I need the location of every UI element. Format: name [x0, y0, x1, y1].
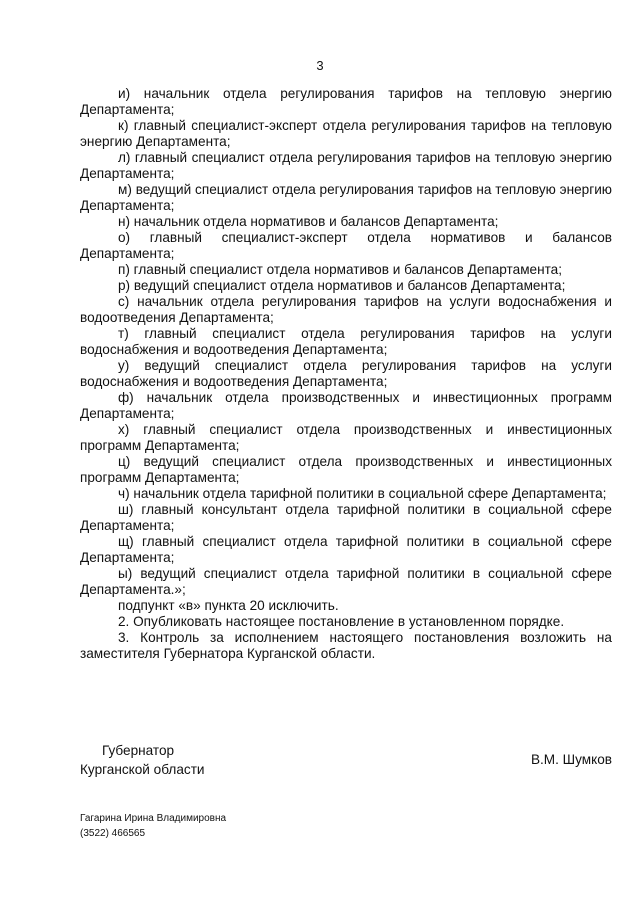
document-body — [80, 86, 612, 662]
signatory-region: Курганской области — [80, 762, 205, 777]
signatory-title: Губернатор — [102, 743, 175, 758]
paragraph: ы) ведущий специалист отдела тарифной политики в социальной сфере Департамента.»; — [80, 566, 612, 597]
signature-block — [80, 741, 612, 779]
paragraph: р) ведущий специалист отдела нормативов и балансов Департамента; — [118, 278, 566, 293]
paragraph: к) главный специалист-эксперт отдела регулирования тарифов на тепловую энергию Департамента; — [80, 118, 612, 149]
paragraph: ц) ведущий специалист отдела производственных и инвестиционных программ Департамента; — [80, 454, 612, 485]
paragraph: т) главный специалист отдела регулирования тарифов на услуги водоснабжения и водоотведения Департамента; — [80, 326, 612, 357]
paragraph: о) главный специалист-эксперт отдела нормативов и балансов Департамента; — [80, 230, 612, 261]
paragraph: ш) главный консультант отдела тарифной политики в социальной сфере Департамента; — [80, 502, 612, 533]
signatory-name: В.М. Шумков — [530, 752, 612, 767]
paragraph: и) начальник отдела регулирования тарифов на тепловую энергию Департамента; — [80, 86, 612, 117]
paragraph: с) начальник отдела регулирования тарифов на услуги водоснабжения и водоотведения Департамента; — [80, 294, 612, 325]
executor-phone: (3522) 466565 — [80, 828, 146, 839]
paragraph: подпункт «в» пункта 20 исключить. — [118, 598, 339, 613]
paragraph: ч) начальник отдела тарифной политики в социальной сфере Департамента; — [118, 486, 607, 501]
paragraph: х) главный специалист отдела производственных и инвестиционных программ Департамента; — [80, 422, 612, 453]
paragraph: л) главный специалист отдела регулирования тарифов на тепловую энергию Департамента; — [80, 150, 612, 181]
executor-block — [80, 811, 226, 841]
paragraph: 2. Опубликовать настоящее постановление в установленном порядке. — [118, 614, 565, 629]
paragraph: 3. Контроль за исполнением настоящего постановления возложить на заместителя Губернатора Курганской области. — [80, 630, 612, 661]
page-number: 3 — [316, 58, 324, 73]
executor-name: Гагарина Ирина Владимировна — [80, 813, 227, 824]
paragraph: п) главный специалист отдела нормативов и балансов Департамента; — [118, 262, 563, 277]
paragraph: н) начальник отдела нормативов и балансов Департамента; — [118, 214, 499, 229]
paragraph: у) ведущий специалист отдела регулирования тарифов на услуги водоснабжения и водоотведения Департамента; — [80, 358, 612, 389]
paragraph: ф) начальник отдела производственных и инвестиционных программ Департамента; — [80, 390, 612, 421]
paragraph: м) ведущий специалист отдела регулирования тарифов на тепловую энергию Департамента; — [80, 182, 612, 213]
paragraph: щ) главный специалист отдела тарифной политики в социальной сфере Департамента; — [80, 534, 612, 565]
